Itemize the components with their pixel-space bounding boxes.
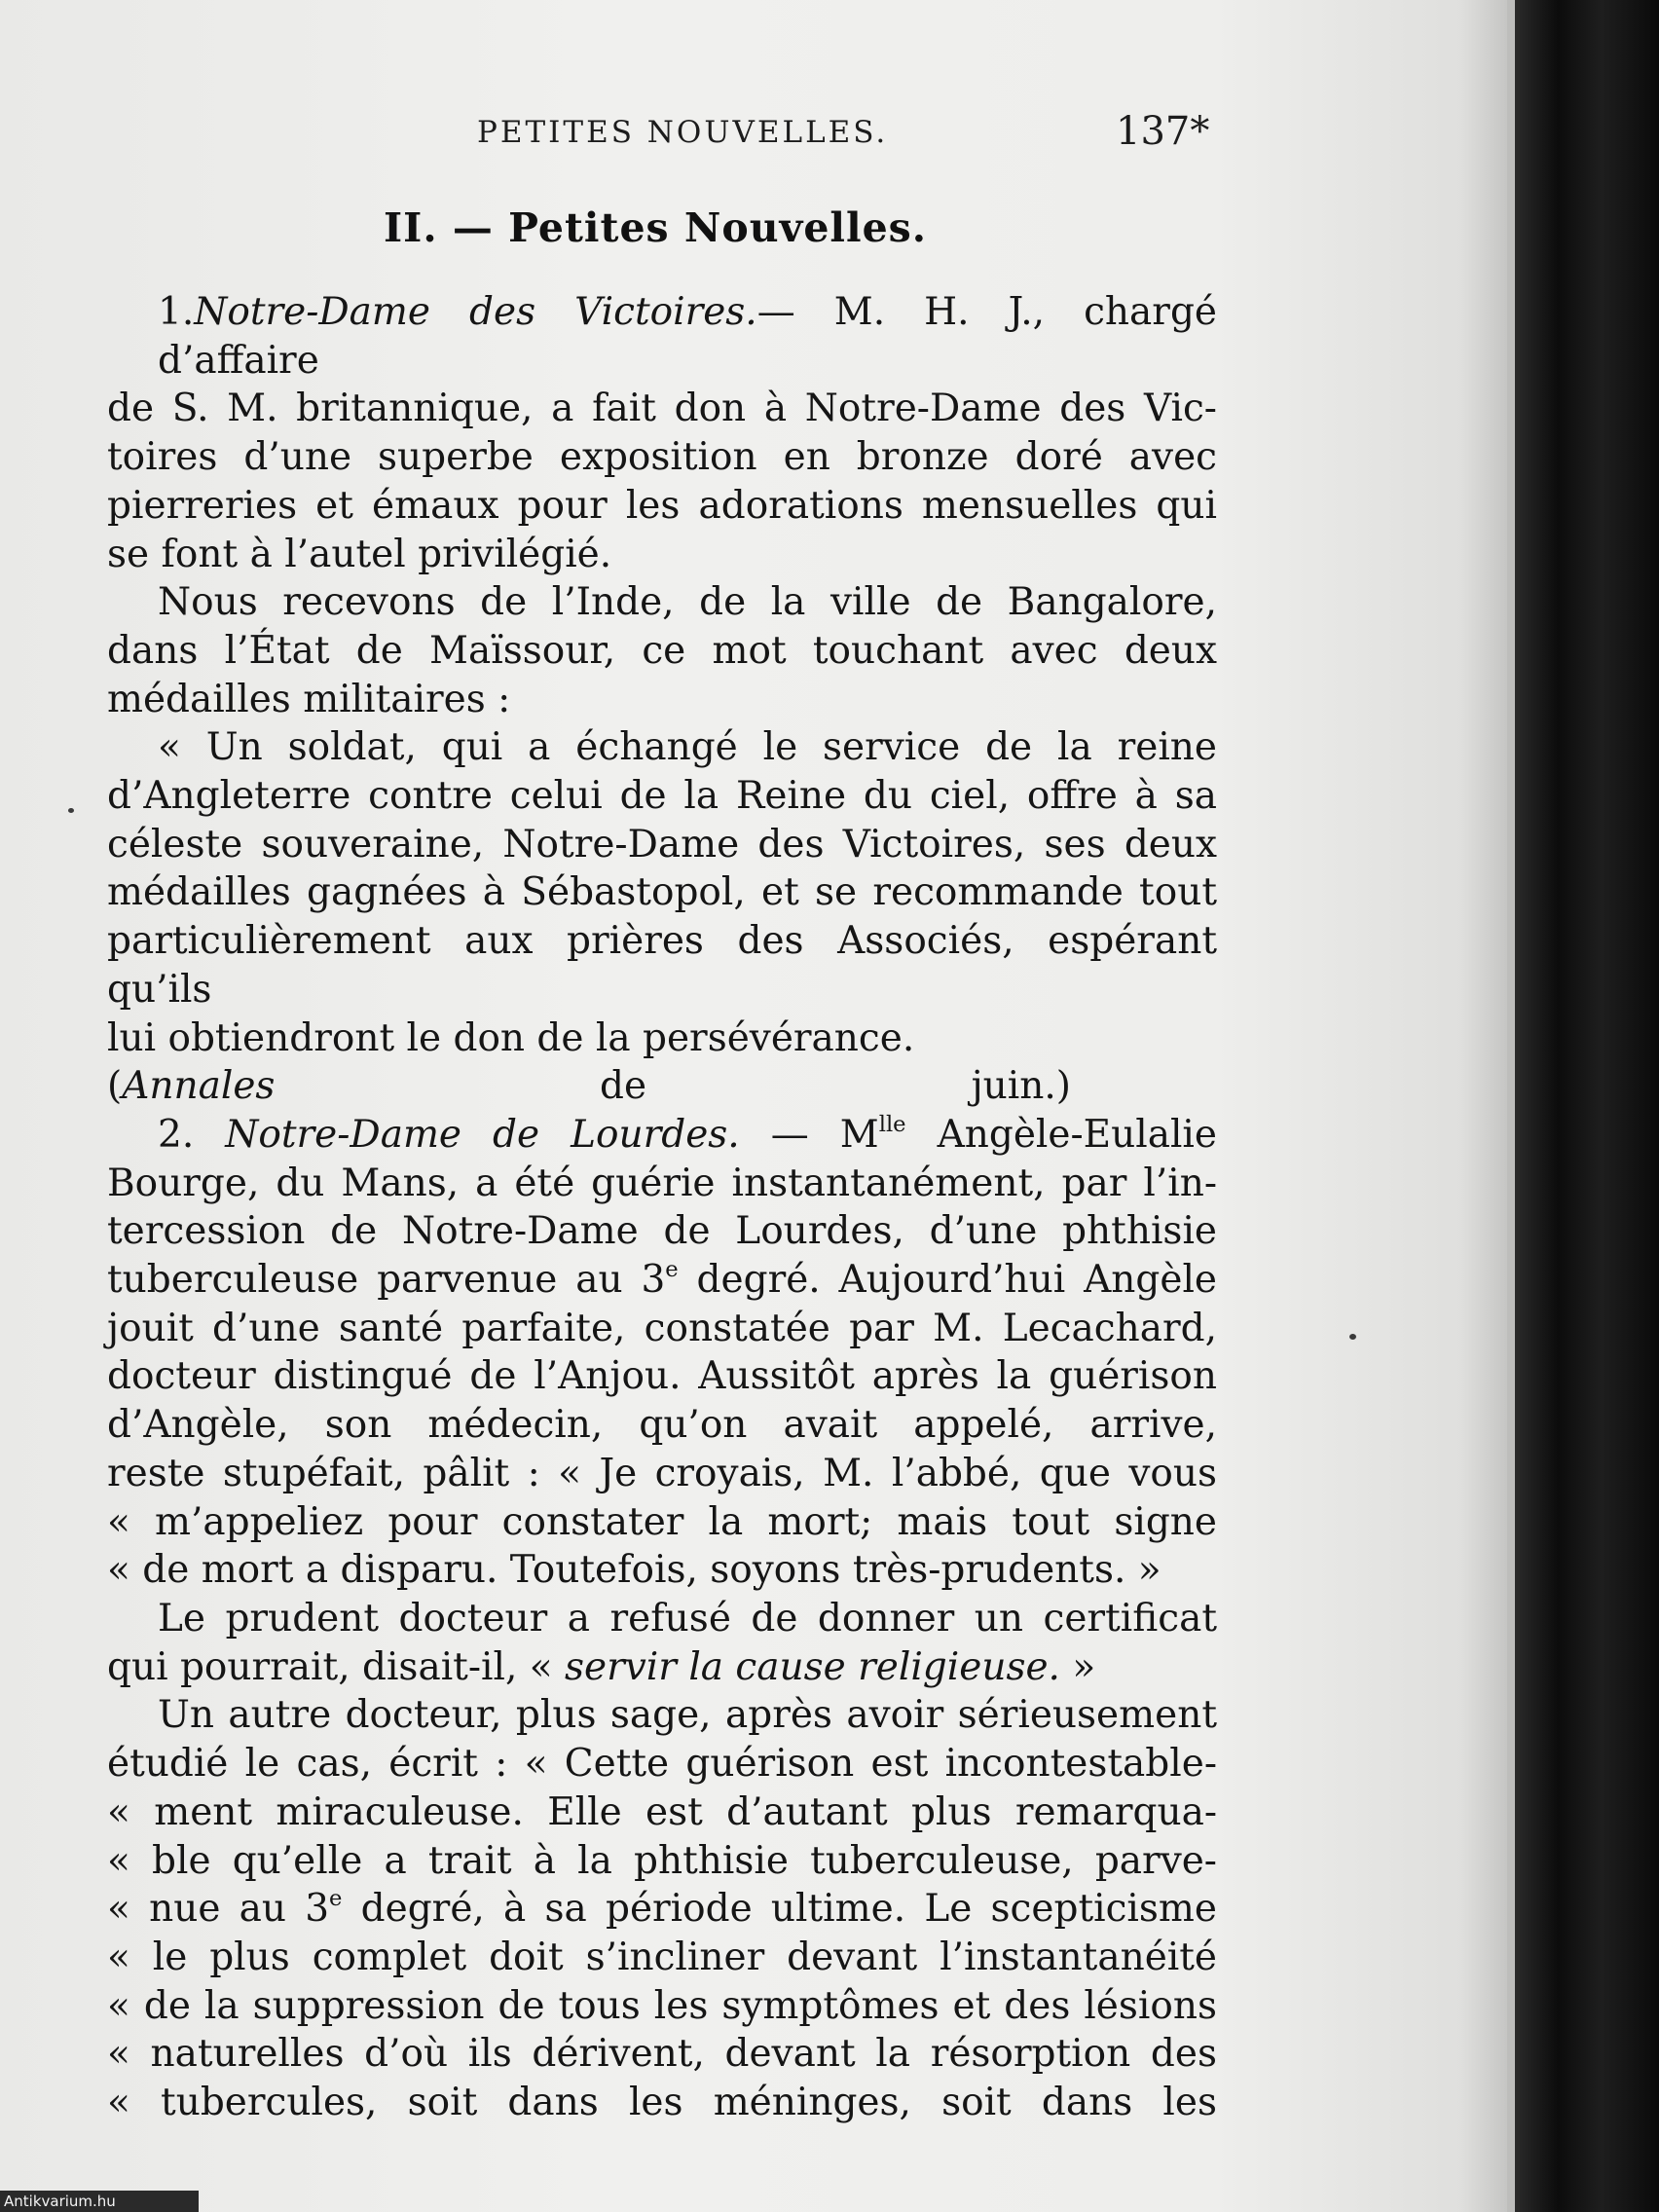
text-line: reste stupéfait, pâlit : « Je croyais, M. l’abbé, que vous — [107, 1451, 1217, 1495]
text-line: toires d’une superbe exposition en bronze doré avec — [107, 435, 1217, 480]
paper-speck — [1349, 1334, 1356, 1340]
paper-speck — [68, 808, 74, 813]
text-line: céleste souveraine, Notre-Dame des Victoires, ses deux — [107, 822, 1217, 866]
paragraph-notre-dame-de-lourdes — [107, 1111, 1217, 1595]
body-text — [107, 288, 1217, 2127]
section-title: II. — Petites Nouvelles. — [384, 204, 928, 251]
text-line: « tubercules, soit dans les méninges, soit dans les — [107, 2081, 1217, 2125]
text-line: se font à l’autel privilégié. — [107, 532, 612, 576]
text-line: « ble qu’elle a trait à la phthisie tuberculeuse, parve- — [107, 1838, 1217, 1883]
book-spine — [1515, 0, 1659, 2212]
text-line: docteur distingué de l’Anjou. Aussitôt après la guérison — [107, 1354, 1217, 1399]
running-head: PETITES NOUVELLES. — [477, 115, 889, 150]
text-line: « m’appeliez pour constater la mort; mais tout signe — [107, 1499, 1217, 1544]
paragraph-another-doctor — [107, 1691, 1217, 2126]
text-line: Un autre docteur, plus sage, après avoir sérieusement — [158, 1693, 1217, 1738]
text-line: Nous recevons de l’Inde, de la ville de Bangalore, — [158, 580, 1217, 625]
text-line: « de mort a disparu. Toutefois, soyons très-prudents. » — [107, 1548, 1161, 1593]
text-line: « nue au 3e degré, à sa période ultime. Le scepticisme — [107, 1885, 1217, 1932]
page-number: 137* — [1116, 109, 1210, 154]
watermark: Antikvarium.hu — [0, 2191, 199, 2212]
text-line: Le prudent docteur a refusé de donner un certificat — [158, 1596, 1217, 1641]
text-line: pierreries et émaux pour les adorations mensuelles qui — [107, 483, 1217, 528]
text-line: 1.Notre-Dame des Victoires.— M. H. J., chargé d’affaire — [158, 290, 1217, 383]
source-attribution: (Annales de juin.) — [107, 1064, 1071, 1109]
text-line: de S. M. britannique, a fait don à Notre-Dame des Vic- — [107, 387, 1217, 431]
text-line: d’Angèle, son médecin, qu’on avait appelé, arrive, — [107, 1403, 1217, 1448]
text-line: lui obtiendront le don de la persévérance. — [107, 1015, 915, 1060]
text-line: jouit d’une santé parfaite, constatée par M. Lecachard, — [107, 1306, 1217, 1350]
text-line: qui pourrait, disait-il, « servir la cause religieuse. » — [107, 1644, 1096, 1689]
text-line: Bourge, du Mans, a été guérie instantanément, par l’in- — [107, 1161, 1217, 1205]
text-line: « Un soldat, qui a échangé le service de la reine — [158, 725, 1217, 770]
text-line: « ment miraculeuse. Elle est d’autant plus remarqua- — [107, 1789, 1217, 1834]
item-heading: Notre-Dame de Lourdes. — [225, 1112, 740, 1157]
text-line: « naturelles d’où ils dérivent, devant la résorption des — [107, 2032, 1217, 2077]
text-line: 2. Notre-Dame de Lourdes. — $M^{lle}$ Angèle-Eulalie — [158, 1111, 1217, 1157]
text-line: étudié le cas, écrit : « Cette guérison est incontestable- — [107, 1742, 1217, 1787]
text-line: « le plus complet doit s’incliner devant l’instantanéité — [107, 1935, 1217, 1979]
text-line: d’Angleterre contre celui de la Reine du ciel, offre à sa — [107, 774, 1217, 819]
paragraph-prudent-doctor — [107, 1595, 1217, 1691]
paragraph-soldier-quote — [107, 723, 1217, 1111]
paragraph-notre-dame-des-victoires — [107, 288, 1217, 578]
text-line: « de la suppression de tous les symptômes et des lésions — [107, 1983, 1217, 2028]
text-line: tuberculeuse parvenue au 3e degré. Aujourd’hui Angèle — [107, 1256, 1217, 1303]
item-heading: Notre-Dame des Victoires. — [194, 290, 757, 334]
text-line: médailles militaires : — [107, 677, 511, 721]
text-line: particulièrement aux prières des Associés, espérant qu’ils — [107, 919, 1217, 1012]
text-line: dans l’État de Maïssour, ce mot touchant avec deux — [107, 628, 1217, 673]
text-line: tercession de Notre-Dame de Lourdes, d’une phthisie — [107, 1209, 1217, 1254]
paragraph-bangalore — [107, 578, 1217, 723]
text-line: médailles gagnées à Sébastopol, et se recommande tout — [107, 870, 1217, 915]
